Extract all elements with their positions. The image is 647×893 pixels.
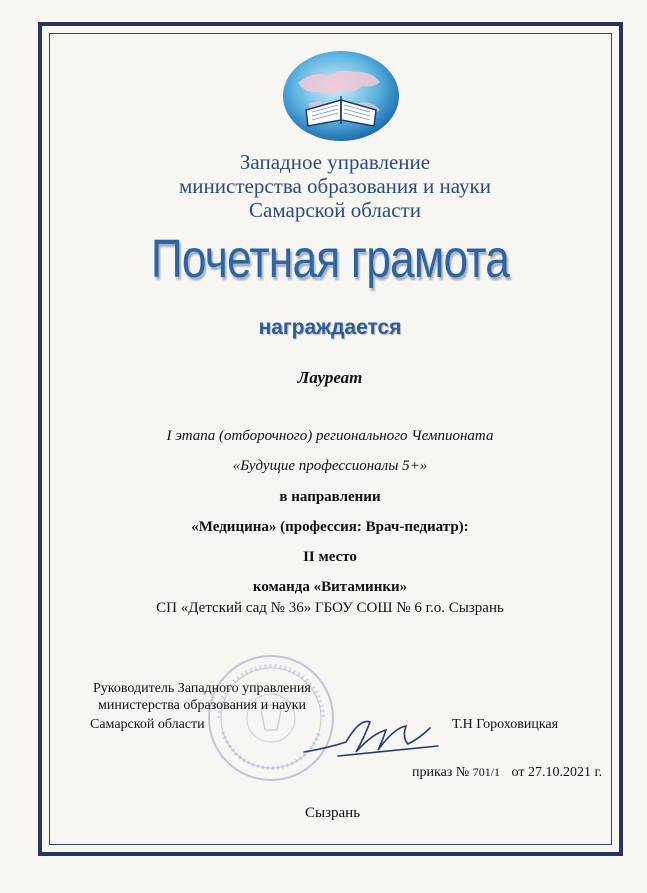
signatory-name: Т.Н Гороховицкая <box>452 717 559 732</box>
profession-line: «Медицина» (профессия: Врач-педиатр): <box>191 519 469 535</box>
order-date: от 27.10.2021 г. <box>511 765 603 780</box>
org-line-3: Самарской области <box>249 198 421 222</box>
awarded-heading: награждается <box>258 316 402 339</box>
city-name: Сызрань <box>305 805 361 821</box>
championship-name: «Будущие профессионалы 5+» <box>232 458 428 474</box>
signatory-line-1: Руководитель Западного управления <box>93 681 311 696</box>
certificate-title: Почетная грамота <box>150 229 510 289</box>
direction-label: в направлении <box>279 489 381 505</box>
laureate-label: Лауреат <box>297 368 363 387</box>
order-number: 701/1 <box>472 765 501 779</box>
org-line-1: Западное управление <box>239 150 431 174</box>
school-line: СП «Детский сад № 36» ГБОУ СОШ № 6 г.о. Сызрань <box>156 600 504 616</box>
org-line-2: министерства образования и науки <box>179 174 491 198</box>
place-line: II место <box>303 549 357 565</box>
globe-book-logo-icon <box>278 48 404 144</box>
handwritten-signature-icon <box>298 708 448 768</box>
order-prefix: приказ № <box>412 765 470 780</box>
signatory-line-2: министерства образования и науки <box>98 698 306 713</box>
team-line: команда «Витаминки» <box>252 579 408 595</box>
signatory-line-3: Самарской области <box>90 717 205 732</box>
championship-stage: I этапа (отборочного) регионального Чемпионата <box>166 428 494 444</box>
order-line <box>412 764 602 781</box>
